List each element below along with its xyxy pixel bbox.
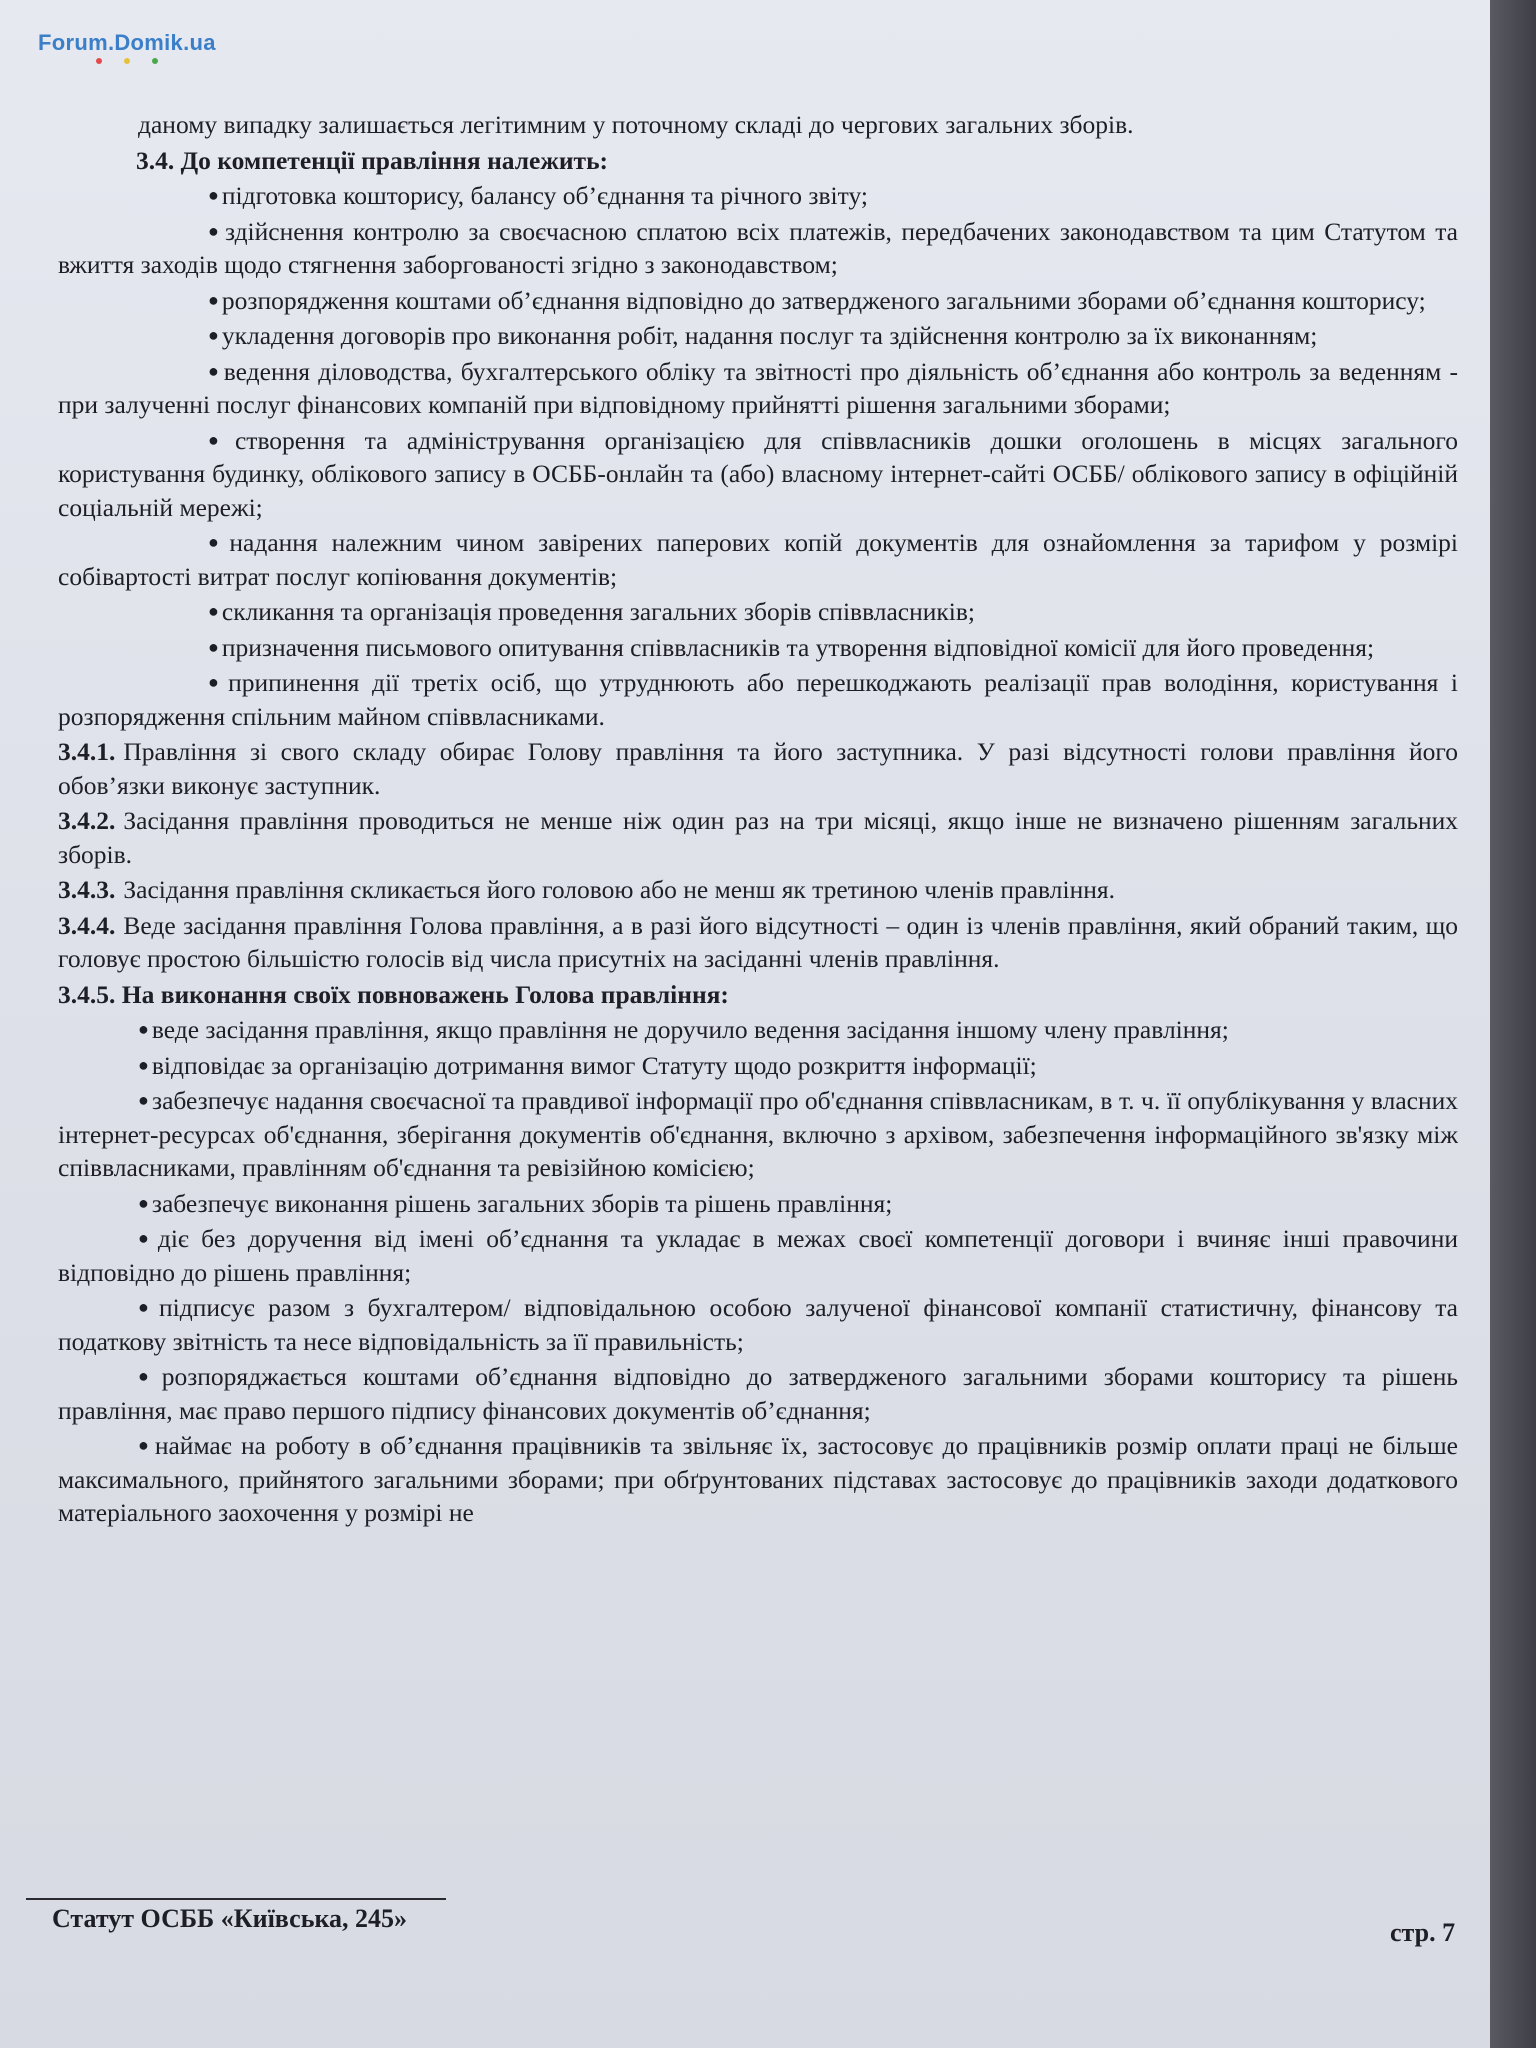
bullet-icon: ● bbox=[208, 289, 219, 310]
list-item: ● веде засідання правління, якщо правління не доручило ведення засідання іншому члену правління; bbox=[138, 1015, 1229, 1044]
footer-divider bbox=[26, 1898, 446, 1900]
list-item: ● скликання та організація проведення загальних зборів співвласників; bbox=[208, 597, 976, 626]
subsection-number: 3.4.1. bbox=[58, 737, 116, 766]
list-item: ● підписує разом з бухгалтером/ відповідальною особою залученої фінансової компанії статистичну, фінансову та податкову звітність та несе відповідальність за її правильність; bbox=[58, 1293, 1458, 1356]
subsection-text: Веде засідання правління Голова правління, а в разі його відсутності – один із членів правління, який обраний таким, що головує простою більшістю голосів від числа присутніх на засіданні членів правління. bbox=[58, 910, 1458, 973]
list-item: ● створення та адміністрування організацією для співвласників дошки оголошень в місцях загального користування будинку, облікового запису в ОСББ-онлайн та (або) власному інтернет-сайті ОСББ/ облікового запису в офіційній соціальній мережі; bbox=[58, 425, 1458, 522]
subsection-text: Засідання правління проводиться не менше ніж один раз на три місяці, якщо інше не визначено рішенням загальних зборів. bbox=[58, 806, 1458, 869]
bullet-icon: ● bbox=[138, 1192, 149, 1213]
list-item: ● надання належним чином завірених паперових копій документів для ознайомлення за тарифом у розмірі собівартості витрат послуг копіювання документів; bbox=[58, 528, 1459, 591]
bullet-icon: ● bbox=[138, 1019, 149, 1039]
list-item: ● призначення письмового опитування співвласників та утворення відповідної комісії для його проведення; bbox=[208, 632, 1375, 662]
bullet-icon: ● bbox=[208, 185, 219, 205]
watermark-dots bbox=[96, 58, 158, 64]
intro-continuation: даному випадку залишається легітимним у поточному складі до чергових загальних зборів. bbox=[138, 110, 1134, 139]
background-edge bbox=[1490, 0, 1536, 2048]
subsection-text: Правління зі свого складу обирає Голову правління та його заступника. У разі відсутності голови правління його обов’язки виконує заступник. bbox=[58, 737, 1458, 800]
list-item: ● підготовка кошторису, балансу об’єднання та річного звіту; bbox=[208, 181, 868, 210]
bullet-icon: ● bbox=[208, 601, 219, 621]
list-item: ● ведення діловодства, бухгалтерського обліку та звітності про діяльність об’єднання або контроль за веденням - при залученні послуг фінансових компаній при відповідному прийнятті рішення загальними зборами; bbox=[58, 356, 1458, 419]
bullet-icon: ● bbox=[138, 1090, 149, 1110]
list-item: ● забезпечує надання своєчасної та правдивої інформації про об'єднання співвласникам, в т. ч. її опублікування у власних інтернет-ресурсах об'єднання, зберігання документів об'єднання, включно з архівом, забезпечення інформаційного зв'язку між співвласниками, правлінням об'єднання та ревізійною комісією; bbox=[58, 1086, 1458, 1182]
list-item: ● діє без доручення від імені об’єднання та укладає в межах своєї компетенції договори і вчиняє інші правочини відповідно до рішень правління; bbox=[58, 1224, 1458, 1287]
subsection-3-4-1 bbox=[58, 735, 1458, 802]
bullet-icon: ● bbox=[208, 672, 226, 692]
bullet-icon: ● bbox=[208, 636, 219, 657]
subsection-3-4-3 bbox=[58, 873, 1458, 907]
section-number: 3.4.5. bbox=[58, 979, 116, 1009]
bullet-icon: ● bbox=[208, 360, 221, 381]
bullet-icon: ● bbox=[208, 532, 227, 552]
footer-document-title: Статут ОСББ «Київська, 245» bbox=[52, 1904, 408, 1933]
bullet-icon: ● bbox=[138, 1435, 152, 1455]
subsection-number: 3.4.3. bbox=[58, 875, 116, 904]
bullet-icon: ● bbox=[208, 325, 219, 345]
list-item: ● наймає на роботу в об’єднання працівників та звільняє їх, застосовує до працівників розмір оплати праці не більше максимального, прийнятого загальними зборами; при обґрунтованих підставах застосовує до працівників заходи додаткового матеріального заохочення у розмірі не bbox=[58, 1431, 1459, 1527]
bullet-icon: ● bbox=[138, 1054, 149, 1075]
bullet-icon: ● bbox=[138, 1228, 155, 1248]
subsection-3-4-2 bbox=[58, 804, 1458, 871]
watermark-logo: Forum.Domik.ua bbox=[38, 30, 216, 55]
bullet-icon: ● bbox=[138, 1366, 159, 1386]
subsection-text: Засідання правління скликається його головою або не менш як третиною членів правління. bbox=[123, 875, 1115, 904]
list-item: ● розпорядження коштами об’єднання відповідно до затвердженого загальними зборами об’єднання кошторису; bbox=[208, 285, 1426, 315]
subsection-number: 3.4.4. bbox=[58, 910, 116, 940]
subsection-number: 3.4.2. bbox=[58, 806, 116, 835]
section-title: До компетенції правління належить: bbox=[180, 145, 609, 175]
list-item: ● припинення дії третіх осіб, що утруднюють або перешкоджають реалізації прав володіння, користування і розпорядження спільним майном співвласниками. bbox=[58, 668, 1459, 731]
page-number: стр. 7 bbox=[1390, 1918, 1456, 1947]
bullet-icon: ● bbox=[208, 220, 222, 241]
list-item: ● здійснення контролю за своєчасною сплатою всіх платежів, передбачених законодавством та цим Статутом та вжиття заходів щодо стягнення заборгованості згідно з законодавством; bbox=[58, 216, 1459, 279]
bullet-icon: ● bbox=[208, 429, 232, 450]
document-body bbox=[58, 108, 1458, 1530]
list-item: ● укладення договорів про виконання робіт, надання послуг та здійснення контролю за їх виконанням; bbox=[208, 321, 1318, 350]
section-heading-3-4 bbox=[58, 144, 1458, 178]
list-item: ● забезпечує виконання рішень загальних зборів та рішень правління; bbox=[138, 1188, 893, 1218]
bullet-icon: ● bbox=[138, 1297, 156, 1317]
section-title: На виконання своїх повноважень Голова правління: bbox=[121, 979, 729, 1009]
subsection-3-4-4 bbox=[58, 909, 1458, 976]
list-item: ● відповідає за організацію дотримання вимог Статуту щодо розкриття інформації; bbox=[138, 1050, 1037, 1080]
list-item: ● розпоряджається коштами об’єднання відповідно до затвердженого загальними зборами кошторису та рішень правління, має право першого підпису фінансових документів об’єднання; bbox=[58, 1362, 1459, 1425]
section-heading-3-4-5 bbox=[58, 978, 1458, 1012]
section-number: 3.4. bbox=[136, 145, 175, 175]
